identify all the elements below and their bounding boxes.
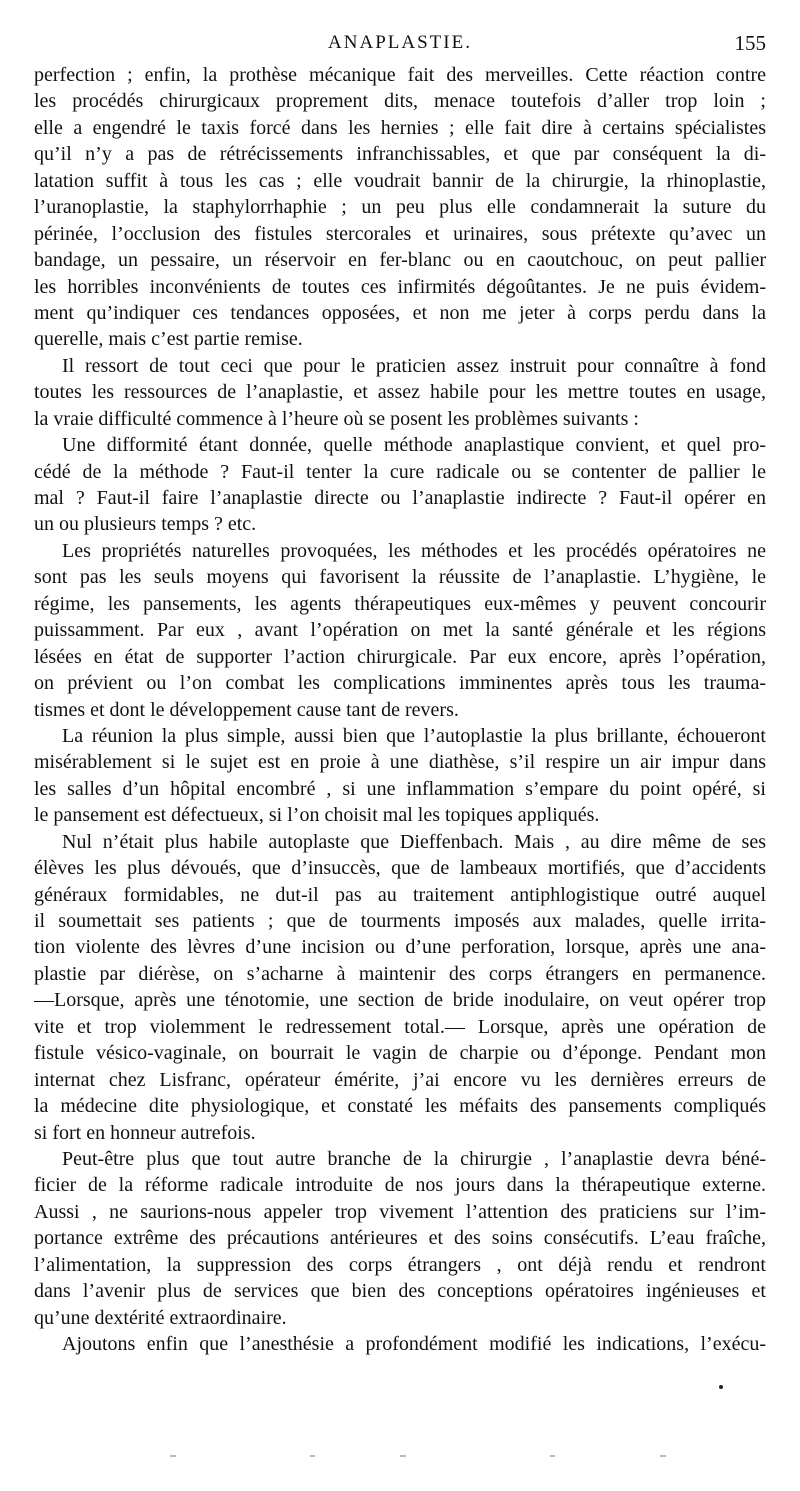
text-line: La réunion la plus simple, aussi bien que l’autoplastie la plus brillante, échoueront [62, 724, 766, 747]
text-line: Une difformité étant donnée, quelle méthode anaplastique convient, et quel pro- [62, 434, 766, 457]
scan-speck [660, 1455, 666, 1457]
text-line: —Lorsque, après une ténotomie, une section de bride inodulaire, on veut opérer trop [34, 989, 766, 1012]
text-line: la médecine dite physiologique, et constaté les méfaits des pansements compliqués [34, 1095, 766, 1118]
scan-speck [310, 1455, 315, 1457]
text-line: Il ressort de tout ceci que pour le praticien assez instruit pour connaître à fond [62, 354, 766, 377]
print-speck [719, 1385, 723, 1389]
text-line: le pansement est défectueux, si l’on choisit mal les topiques appliqués. [34, 804, 600, 827]
text-line: misérablement si le sujet est en proie à une diathèse, s’il respire un air impur dans [34, 751, 766, 774]
text-line: latation suffit à tous les cas ; elle voudrait bannir de la chirurgie, la rhinoplastie, [34, 169, 766, 192]
text-line: Nul n’était plus habile autoplaste que Dieffenbach. Mais , au dire même de ses [62, 830, 766, 853]
text-line: les procédés chirurgicaux proprement dits, menace toutefois d’aller trop loin ; [34, 90, 766, 113]
text-line: puissamment. Par eux , avant l’opération on met la santé générale et les régions [34, 619, 766, 642]
text-line: la vraie difficulté commence à l’heure où se posent les problèmes suivants : [34, 407, 639, 430]
running-title: ANAPLASTIE. [328, 32, 472, 53]
scan-specks [150, 1455, 670, 1459]
text-line: sont pas les seuls moyens qui favorisent la réussite de l’anaplastie. L’hygiène, le [34, 566, 766, 589]
text-line: on prévient ou l’on combat les complications imminentes après tous les trauma- [34, 672, 766, 695]
text-line: généraux formidables, ne dut-il pas au traitement antiphlogistique outré auquel [34, 883, 766, 906]
text-line: qu’une dextérité extraordinaire. [34, 1306, 287, 1329]
text-line: cédé de la méthode ? Faut-il tenter la cure radicale ou se contenter de pallier le [34, 460, 766, 483]
scan-speck [170, 1455, 176, 1457]
text-line: les salles d’un hôpital encombré , si une inflammation s’empare du point opéré, si [34, 777, 766, 800]
text-line: ficier de la réforme radicale introduite de nos jours dans la thérapeutique externe. [34, 1174, 766, 1197]
text-line: l’alimentation, la suppression des corps étrangers , ont déjà rendu et rendront [34, 1253, 766, 1276]
text-line: fistule vésico-vaginale, on bourrait le vagin de charpie ou d’éponge. Pendant mon [34, 1042, 766, 1065]
text-line: Aussi , ne saurions-nous appeler trop vivement l’attention des praticiens sur l’im- [34, 1200, 766, 1223]
body-text [34, 62, 766, 1357]
text-line: l’uranoplastie, la staphylorrhaphie ; un peu plus elle condamnerait la suture du [34, 196, 766, 219]
text-line: qu’il n’y a pas de rétrécissements infranchissables, et que par conséquent la di- [34, 143, 766, 166]
text-line: périnée, l’occlusion des fistules stercorales et urinaires, sous prétexte qu’avec un [34, 222, 766, 245]
text-line: vite et trop violemment le redressement total.— Lorsque, après une opération de [34, 1015, 766, 1038]
text-line: il soumettait ses patients ; que de tourments imposés aux malades, quelle irrita- [34, 910, 766, 932]
text-line: mal ? Faut-il faire l’anaplastie directe ou l’anaplastie indirecte ? Faut-il opérer en [34, 487, 766, 509]
page-number: 155 [734, 31, 766, 55]
text-line: tion violente des lèvres d’une incision ou d’une perforation, lorsque, après une ana- [34, 936, 766, 959]
text-line: querelle, mais c’est partie remise. [34, 328, 303, 351]
text-line: toutes les ressources de l’anaplastie, et assez habile pour les mettre toutes en usage, [34, 381, 766, 404]
text-line: Les propriétés naturelles provoquées, les méthodes et les procédés opératoires ne [62, 539, 766, 562]
text-line: portance extrême des précautions antérieures et des soins consécutifs. L’eau fraîche, [34, 1227, 766, 1250]
running-header [34, 30, 766, 56]
text-line: régime, les pansements, les agents thérapeutiques eux-mêmes y peuvent concourir [34, 592, 766, 615]
text-line: bandage, un pessaire, un réservoir en fer-blanc ou en caoutchouc, on peut pallier [34, 249, 766, 272]
text-line: tismes et dont le développement cause tant de revers. [34, 698, 459, 721]
text-line: Ajoutons enfin que l’anesthésie a profondément modifié les indications, l’exécu- [62, 1333, 766, 1355]
text-line: Peut-être plus que tout autre branche de la chirurgie , l’anaplastie devra béné- [62, 1147, 766, 1170]
text-line: perfection ; enfin, la prothèse mécanique fait des merveilles. Cette réaction contre [34, 64, 766, 86]
scan-speck [550, 1455, 555, 1457]
text-line: lésées en état de supporter l’action chirurgicale. Par eux encore, après l’opération, [34, 645, 766, 668]
text-line: les horribles inconvénients de toutes ces infirmités dégoûtantes. Je ne puis évidem- [34, 275, 766, 298]
text-line: plastie par diérèse, on s’acharne à maintenir des corps étrangers en permanence. [34, 962, 766, 985]
scan-speck [400, 1455, 406, 1457]
text-line: élèves les plus dévoués, que d’insuccès, que de lambeaux mortifiés, que d’accidents [34, 857, 766, 880]
text-line: ment qu’indiquer ces tendances opposées, et non me jeter à corps perdu dans la [34, 301, 766, 324]
text-line: internat chez Lisfranc, opérateur émérite, j’ai encore vu les dernières erreurs de [34, 1068, 766, 1091]
text-line: elle a engendré le taxis forcé dans les hernies ; elle fait dire à certains spécialistes [34, 116, 766, 139]
text-line: dans l’avenir plus de services que bien des conceptions opératoires ingénieuses et [34, 1280, 766, 1303]
text-line: si fort en honneur autrefois. [34, 1121, 256, 1144]
text-line: un ou plusieurs temps ? etc. [34, 513, 257, 536]
